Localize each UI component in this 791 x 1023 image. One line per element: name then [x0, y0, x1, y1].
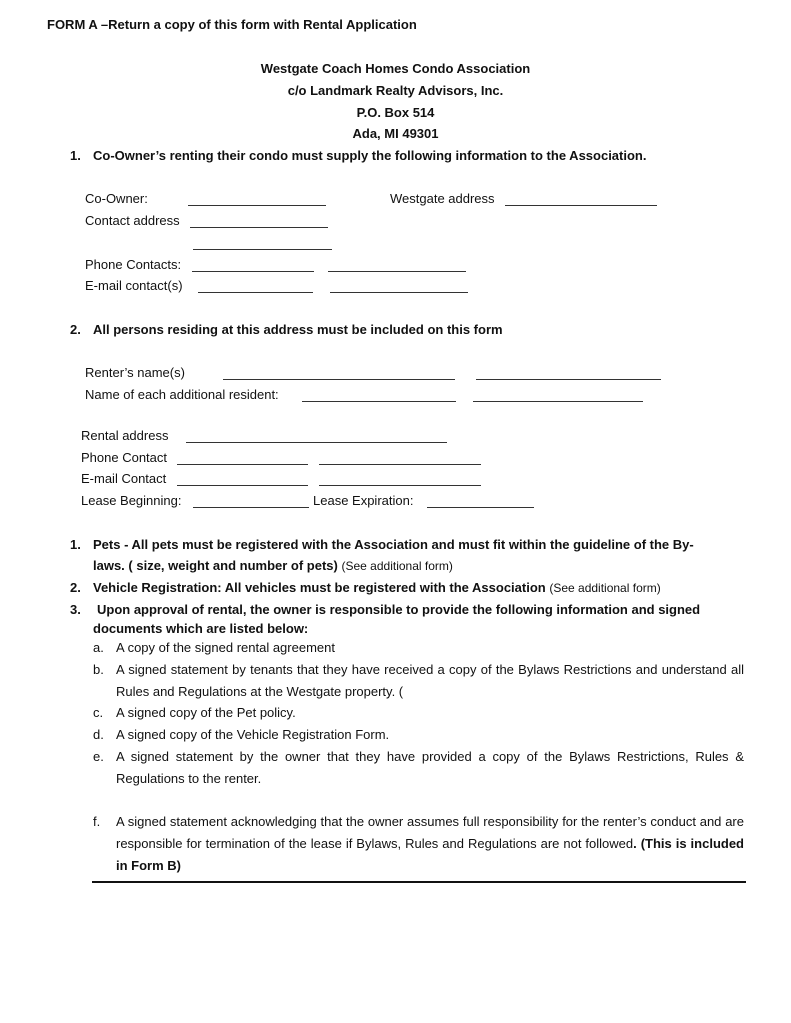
- association-name: Westgate Coach Homes Condo Association: [260, 61, 531, 76]
- westgate-address-label: Westgate address: [390, 191, 495, 206]
- form-title: FORM A –Return a copy of this form with Rental Application: [47, 17, 417, 32]
- phone-contact-field-2[interactable]: [328, 259, 466, 272]
- requirement-1-number: 1.: [70, 537, 81, 552]
- document-f-letter: f.: [93, 814, 101, 829]
- document-d-letter: d.: [93, 727, 104, 742]
- additional-resident-field-1[interactable]: [302, 389, 456, 402]
- co-owner-label: Co-Owner:: [85, 191, 148, 206]
- email-contact-field-1[interactable]: [198, 280, 313, 293]
- email-contact-field-2[interactable]: [330, 280, 468, 293]
- document-f-bold-note: . (This is included in Form B): [116, 836, 744, 873]
- renter-phone-field-2[interactable]: [319, 452, 481, 465]
- requirement-2-text: Vehicle Registration: All vehicles must be registered with the Association: [93, 580, 546, 595]
- renter-email-field-1[interactable]: [177, 473, 308, 486]
- phone-contact-label: Phone Contact: [81, 450, 168, 465]
- document-f-paragraph: [116, 811, 744, 877]
- westgate-address-field[interactable]: [505, 193, 657, 206]
- requirement-3-line2: documents which are listed below:: [93, 621, 309, 636]
- renter-phone-field-1[interactable]: [177, 452, 308, 465]
- contact-address-field-1[interactable]: [190, 215, 328, 228]
- requirement-1-note: (See additional form): [341, 559, 453, 573]
- co-owner-field[interactable]: [188, 193, 326, 206]
- section2-number: 2.: [70, 322, 81, 337]
- additional-resident-field-2[interactable]: [473, 389, 643, 402]
- requirement-1-line1: Pets - All pets must be registered with the Association and must fit within the guideline of the By-: [93, 537, 694, 552]
- document-b-text: A signed statement by tenants that they have received a copy of the Bylaws Restrictions and understand all Rules and Regulations at the Westgate property. (: [116, 662, 744, 699]
- document-c-text: A signed copy of the Pet policy.: [116, 705, 296, 720]
- section1-heading: Co-Owner’s renting their condo must supply the following information to the Association.: [93, 148, 647, 163]
- document-a-letter: a.: [93, 640, 104, 655]
- email-contacts-label: E-mail contact(s): [85, 278, 183, 293]
- document-a-text: A copy of the signed rental agreement: [116, 640, 335, 655]
- document-e-text: A signed statement by the owner that they have provided a copy of the Bylaws Restrictions, Rules & Regulations to the renter.: [116, 749, 744, 786]
- document-e-letter: e.: [93, 749, 104, 764]
- renters-name-field-2[interactable]: [476, 367, 661, 380]
- email-contact-label: E-mail Contact: [81, 471, 167, 486]
- document-f-text: A signed statement acknowledging that the owner assumes full responsibility for the renter’s conduct and are responsible for termination of the lease if Bylaws, Rules and Regulations are not followed: [116, 814, 744, 851]
- requirement-2-line: [93, 580, 661, 595]
- requirement-2-note: (See additional form): [549, 581, 661, 595]
- rental-address-label: Rental address: [81, 428, 169, 443]
- requirement-1-line2-text: laws. ( size, weight and number of pets): [93, 558, 338, 573]
- renter-email-field-2[interactable]: [319, 473, 481, 486]
- requirement-1-line2: [93, 558, 453, 573]
- requirement-3-line1: Upon approval of rental, the owner is responsible to provide the following information and signed: [97, 602, 701, 617]
- section2-heading: All persons residing at this address must be included on this form: [93, 322, 503, 337]
- document-d-text: A signed copy of the Vehicle Registration Form.: [116, 727, 390, 742]
- requirement-3-number: 3.: [70, 602, 81, 617]
- contact-address-label: Contact address: [85, 213, 180, 228]
- bottom-divider: [92, 881, 746, 883]
- document-c-letter: c.: [93, 705, 104, 720]
- lease-expiration-label: Lease Expiration:: [313, 493, 414, 508]
- section1-number: 1.: [70, 148, 81, 163]
- renters-name-label: Renter’s name(s): [85, 365, 185, 380]
- association-city: Ada, MI 49301: [352, 126, 439, 141]
- document-b-letter: b.: [93, 662, 104, 677]
- lease-beginning-field[interactable]: [193, 495, 309, 508]
- lease-beginning-label: Lease Beginning:: [81, 493, 182, 508]
- renters-name-field-1[interactable]: [223, 367, 455, 380]
- rental-address-field[interactable]: [186, 430, 447, 443]
- requirement-2-number: 2.: [70, 580, 81, 595]
- association-care-of: c/o Landmark Realty Advisors, Inc.: [287, 83, 504, 98]
- phone-contacts-label: Phone Contacts:: [85, 257, 182, 272]
- contact-address-field-2[interactable]: [193, 237, 332, 250]
- additional-resident-label: Name of each additional resident:: [85, 387, 279, 402]
- association-po-box: P.O. Box 514: [356, 105, 435, 120]
- lease-expiration-field[interactable]: [427, 495, 534, 508]
- phone-contact-field-1[interactable]: [192, 259, 314, 272]
